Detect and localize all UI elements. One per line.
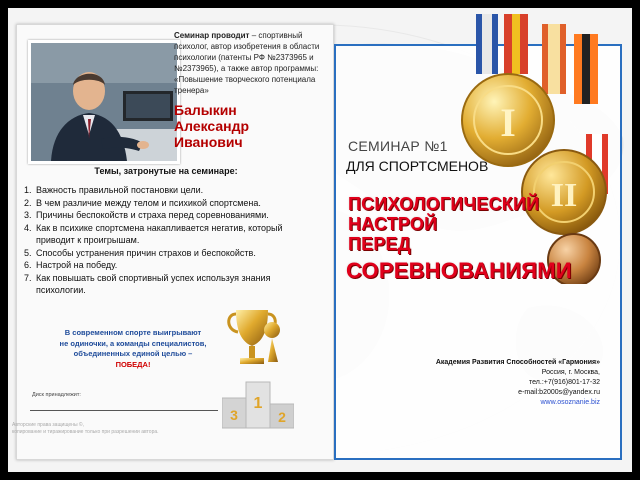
speaker-name [174, 102, 324, 150]
audience-label: ДЛЯ СПОРТСМЕНОВ [346, 158, 489, 174]
academy-email: e-mail:b2000s@yandex.ru [518, 389, 600, 396]
list-item: 1. Важность правильной постановки цели. [24, 185, 204, 195]
motto: В современном спорте выигрывают не одиночки, а команды специалистов, объединенных единой целью – ПОБЕДА! [38, 328, 228, 370]
medal-numeral-1: I [500, 100, 516, 145]
list-item: 4. Как в психике спортсмена накапливается негатив, который приводит к проигрышам. [24, 222, 283, 245]
topics-title: Темы, затронутые на семинаре: [94, 166, 238, 176]
list-item: 6. Настрой на победу. [24, 260, 118, 270]
medal-numeral-2: II [550, 177, 578, 214]
motto-victory: ПОБЕДА! [115, 359, 151, 369]
owner-label: Диск принадлежит: [32, 392, 81, 398]
title-line-1: ПСИХОЛОГИЧЕСКИЙ [348, 194, 540, 214]
speaker-patronymic: Иванович [174, 134, 243, 150]
academy-name: Академия Развития Способностей «Гармония» [435, 359, 600, 366]
academy-contacts [328, 358, 600, 408]
speaker-surname: Балыкин [174, 102, 237, 118]
list-item: 3. Причины беспокойств и страха перед соревнованиями. [24, 210, 269, 220]
speaker-photo [28, 40, 180, 164]
bio-text: – спортивный психолог, автор изобретения в области психологии (патенты РФ №2373965 и №2373965), а также автор программы: «Повышение творческого потенциала тренера» [174, 31, 320, 95]
academy-website-link[interactable]: www.osoznanie.biz [540, 399, 600, 406]
owner-line [30, 410, 218, 411]
brochure-page [8, 8, 632, 472]
copyright-note: Авторские права защищены ©, копирование и тиражирование только при разрешении автора. [12, 422, 159, 435]
topics-list [24, 184, 318, 297]
academy-city: Россия, г. Москва, [541, 369, 600, 376]
list-item: 5. Способы устранения причин страхов и беспокойств. [24, 247, 256, 258]
seminar-number: СЕМИНАР №1 [348, 138, 448, 154]
speaker-first-name: Александр [174, 118, 250, 134]
trophy-icon [222, 302, 292, 382]
title-line-2: НАСТРОЙ [348, 214, 438, 234]
podium-second: 2 [278, 409, 286, 425]
speaker-bio [174, 30, 322, 96]
seminar-by-label: Семинар проводит [174, 31, 250, 40]
list-item: 2. В чем различие между телом и психикой спортсмена. [24, 197, 261, 208]
medals-image [446, 14, 626, 284]
list-item: 7. Как повышать свой спортивный успех используя знания психологии. [24, 272, 271, 295]
title-line-4: СОРЕВНОВАНИЯМИ [346, 258, 572, 283]
podium-first: 1 [253, 395, 263, 412]
podium-third: 3 [230, 407, 238, 423]
title-line-3: ПЕРЕД [348, 234, 411, 254]
academy-phone: тел.:+7(916)801-17-32 [529, 379, 600, 386]
